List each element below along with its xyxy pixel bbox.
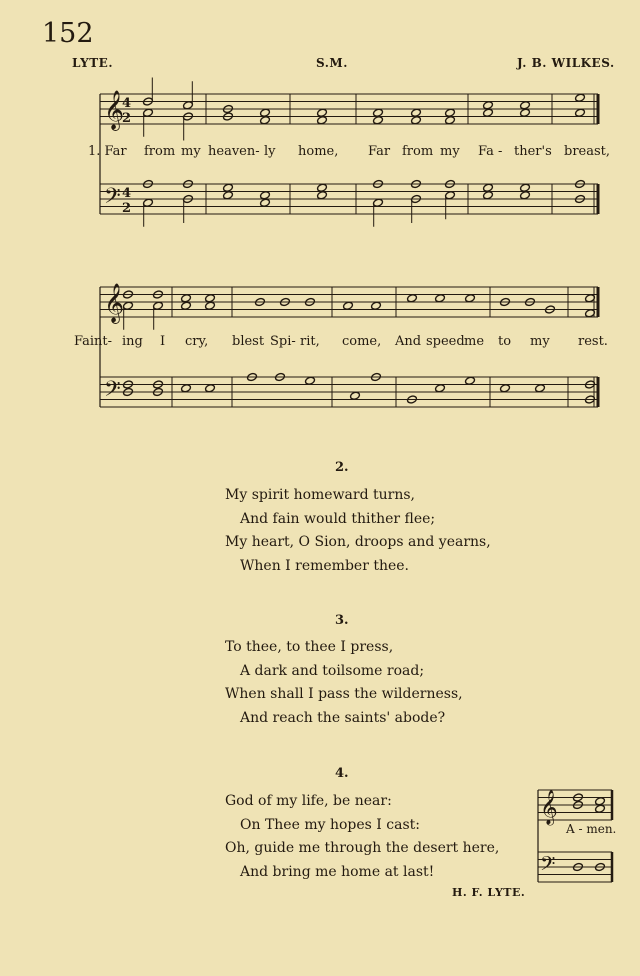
note-head (181, 384, 192, 393)
verse-number: 4. (335, 766, 349, 781)
lyric-word: come, (342, 334, 382, 349)
note-head (305, 376, 316, 385)
note-head (445, 116, 456, 125)
amen-treble-clef-icon: 𝄞 (540, 790, 558, 825)
note-head (260, 108, 271, 117)
verse-line: My spirit homeward turns, (225, 487, 415, 503)
verse-line: God of my life, be near: (225, 793, 392, 809)
verse-line: Oh, guide me through the desert here, (225, 840, 500, 856)
verse-number: 3. (335, 613, 349, 628)
verse-line: And fain would thither flee; (240, 510, 436, 527)
note-head (520, 191, 531, 200)
note-head (205, 301, 216, 310)
note-head (371, 301, 382, 310)
verse-line: On Thee my hopes I cast: (240, 816, 420, 833)
lyric-word: home, (298, 144, 339, 159)
lyric-word: ing (122, 334, 143, 349)
time-signature: 2 (122, 111, 132, 126)
note-head (205, 384, 216, 393)
verse-3 (225, 636, 463, 730)
note-head (317, 191, 328, 200)
note-head (373, 198, 384, 207)
lyric-word: my (181, 144, 201, 159)
verse-line: And reach the saints' abode? (240, 709, 446, 726)
lyric-word: me (464, 334, 485, 349)
note-head (575, 93, 586, 102)
note-head (483, 108, 494, 117)
author-credit: H. F. LYTE. (452, 886, 526, 899)
verse-line: When I remember thee. (240, 557, 410, 574)
verse-line: A dark and toilsome road; (240, 662, 425, 679)
note-head (373, 108, 384, 117)
bass-clef-icon: 𝄢 (104, 377, 121, 407)
lyric-word: ly (264, 144, 276, 159)
verse-line: And bring me home at last! (240, 863, 435, 880)
lyric-word: heaven- (208, 144, 260, 159)
lyric-word: cry, (185, 334, 209, 349)
note-head (181, 294, 192, 303)
verse-number: 2. (335, 460, 349, 475)
lyric-word: Spi- (270, 334, 296, 349)
note-head (373, 116, 384, 125)
note-head (465, 294, 476, 303)
lyric-word: 1. Far (88, 144, 127, 159)
tune-name: LYTE. (72, 56, 113, 70)
bass-clef-icon: 𝄢 (104, 184, 121, 214)
lyric-word: Far (368, 144, 391, 159)
verse-4 (225, 790, 499, 884)
verse-2 (225, 484, 491, 578)
lyric-word: from (402, 144, 434, 159)
note-head (595, 804, 606, 813)
note-head (435, 384, 446, 393)
note-head (183, 101, 194, 110)
note-head (465, 376, 476, 385)
lyric-word: my (530, 334, 550, 349)
lyric-word: I (160, 334, 166, 349)
meter: S.M. (316, 56, 348, 70)
note-head (411, 116, 422, 125)
note-head (411, 108, 422, 117)
note-head (153, 301, 164, 310)
verse-line: To thee, to thee I press, (225, 639, 394, 655)
note-head (520, 101, 531, 110)
note-head (350, 391, 361, 400)
note-head (407, 294, 418, 303)
amen-bass-clef-icon: 𝄢 (540, 852, 556, 880)
lyric-word: my (440, 144, 460, 159)
note-head (223, 191, 234, 200)
note-head (535, 384, 546, 393)
page-number: 152 (42, 18, 94, 49)
note-head (143, 198, 154, 207)
lyric-word: speed (426, 334, 465, 349)
note-head (445, 108, 456, 117)
lyric-word: Fa - (478, 144, 503, 159)
note-head (575, 108, 586, 117)
note-head (483, 183, 494, 192)
treble-clef-icon: 𝄞 (104, 283, 125, 323)
note-head (595, 797, 606, 806)
note-head (435, 294, 446, 303)
lyric-word: And (395, 334, 422, 349)
lyric-word: to (498, 334, 512, 349)
lyric-word: from (144, 144, 176, 159)
note-head (483, 191, 494, 200)
note-head (520, 183, 531, 192)
note-head (500, 384, 511, 393)
note-head (260, 191, 271, 200)
lyric-word: Faint- (74, 334, 113, 349)
note-head (317, 108, 328, 117)
lyric-word: blest (232, 334, 265, 349)
verse-line: My heart, O Sion, droops and yearns, (225, 534, 491, 550)
lyric-word: rest. (578, 334, 608, 349)
time-signature: 2 (122, 201, 132, 216)
note-head (143, 108, 154, 117)
lyric-word: ther's (514, 144, 552, 159)
amen-label: A - men. (566, 822, 617, 836)
note-head (223, 183, 234, 192)
note-head (445, 191, 456, 200)
note-head (317, 183, 328, 192)
time-signature: 4 (122, 96, 132, 111)
time-signature: 4 (122, 186, 132, 201)
note-head (123, 301, 134, 310)
note-head (343, 301, 354, 310)
verse-line: When shall I pass the wilderness, (225, 686, 463, 702)
note-head (260, 198, 271, 207)
lyric-word: rit, (300, 334, 320, 349)
lyric-word: breast, (564, 144, 611, 159)
note-head (260, 116, 271, 125)
note-head (181, 301, 192, 310)
note-head (520, 108, 531, 117)
composer: J. B. WILKES. (517, 56, 615, 70)
treble-clef-icon: 𝄞 (104, 90, 125, 130)
note-head (317, 116, 328, 125)
note-head (483, 101, 494, 110)
note-head (205, 294, 216, 303)
